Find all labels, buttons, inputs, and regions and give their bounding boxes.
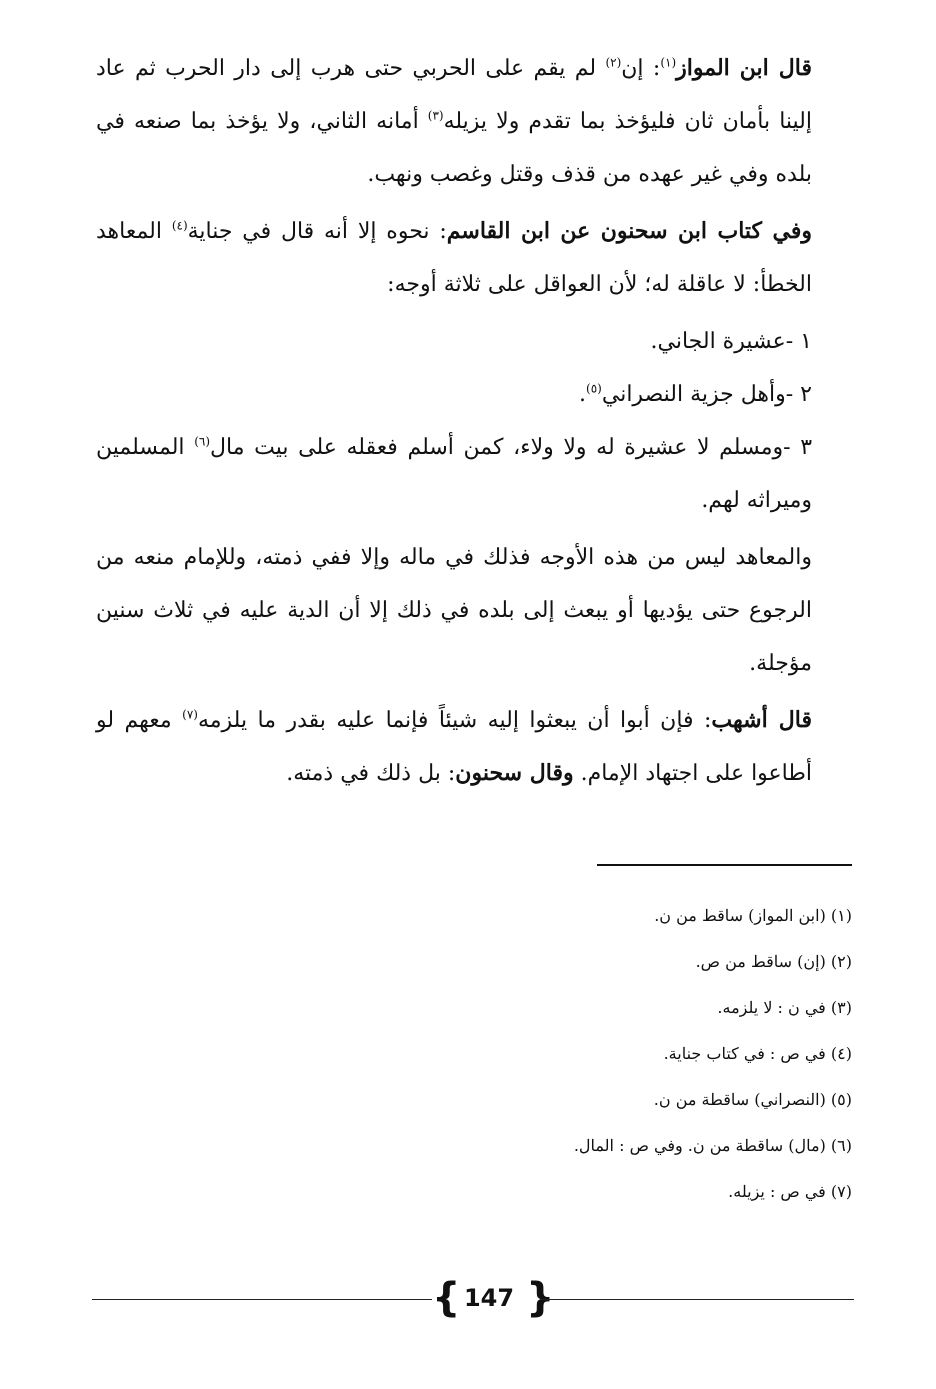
footnotes: [300, 893, 852, 1215]
paragraph-ibn-al-mawwaz: قال ابن المواز$^{(١)}$: إن$^{(٢)}$ لم يقم على الحربي حتى هرب إلى دار الحرب ثم عاد إلينا بأمان ثان فليؤخذ بما تقدم ولا يزيله$^{(٣)}$ أمانه الثاني، ولا يؤخذ بما صنعه في بلده وفي غير عهده من قذف وقتل وغصب ونهب.: [96, 55, 812, 187]
paragraph-muahid: والمعاهد ليس من هذه الأوجه فذلك في ماله وإلا ففي ذمته، وللإمام منعه من الرجوع حتى يؤديها أو يبعث إلى بلده في ذلك إلا أن الدية عليه في ثلاث سنين مؤجلة.: [96, 545, 812, 676]
footnote-ref-4[interactable]: (٤): [171, 218, 188, 233]
speaker-sahnun: وقال سحنون: [455, 760, 574, 786]
paragraph-ashhab: قال أشهب: فإن أبوا أن يبعثوا إليه شيئاً فإنما عليه بقدر ما يلزمه$^{(٧)}$ معهم لو أطاعوا على اجتهاد الإمام. وقال سحنون: بل ذلك في ذمته.: [96, 707, 813, 786]
footer-rule-right: [540, 1299, 854, 1300]
footnote-ref-7[interactable]: (٧): [182, 707, 198, 722]
right-brace-ornament: }: [526, 1275, 555, 1321]
page-number: 147: [463, 1284, 515, 1312]
list-item-3: ٣ -ومسلم لا عشيرة له ولا ولاء، كمن أسلم فعقله على بيت مال$^{(٦)}$ المسلمين وميراثه لهم.: [96, 434, 813, 513]
footnote-ref-3[interactable]: (٣): [427, 108, 444, 123]
footnote-4: (٤) في ص : في كتاب جناية.: [663, 1044, 852, 1063]
footnote-2: (٢) (إن) ساقط من ص.: [695, 952, 852, 971]
footnote-3: (٣) في ن : لا يلزمه.: [717, 998, 852, 1017]
footnote-separator: [597, 864, 852, 866]
footnote-7: (٧) في ص : يزيله.: [728, 1182, 852, 1201]
footnote-ref-2[interactable]: (٢): [605, 55, 622, 70]
main-text: [96, 42, 852, 804]
speaker-ashhab: قال أشهب: [711, 707, 813, 733]
footnote-1: (١) (ابن المواز) ساقط من ن.: [654, 906, 852, 925]
speaker-ibn-al-mawwaz: قال ابن المواز: [676, 55, 812, 81]
footer-rule-left: [92, 1299, 432, 1300]
source-ibn-sahnun: وفي كتاب ابن سحنون عن ابن القاسم: [446, 218, 812, 244]
paragraph-ibn-sahnun: وفي كتاب ابن سحنون عن ابن القاسم: نحوه إلا أنه قال في جناية$^{(٤)}$ المعاهد الخطأ: لا عاقلة له؛ لأن العواقل على ثلاثة أوجه:: [96, 218, 812, 297]
list-item-2: ٢ -وأهل جزية النصراني$^{(٥)}$.: [579, 381, 812, 407]
left-brace-ornament: {: [432, 1275, 461, 1321]
list-item-1: ١ -عشيرة الجاني.: [650, 329, 812, 354]
footnote-ref-5[interactable]: (٥): [586, 381, 602, 396]
page-footer: [92, 1275, 854, 1322]
footnote-ref-1[interactable]: (١): [660, 55, 677, 70]
footnote-ref-6[interactable]: (٦): [194, 434, 211, 449]
footnote-6: (٦) (مال) ساقطة من ن. وفي ص : المال.: [573, 1136, 852, 1155]
footnote-5: (٥) (النصراني) ساقطة من ن.: [653, 1090, 852, 1109]
